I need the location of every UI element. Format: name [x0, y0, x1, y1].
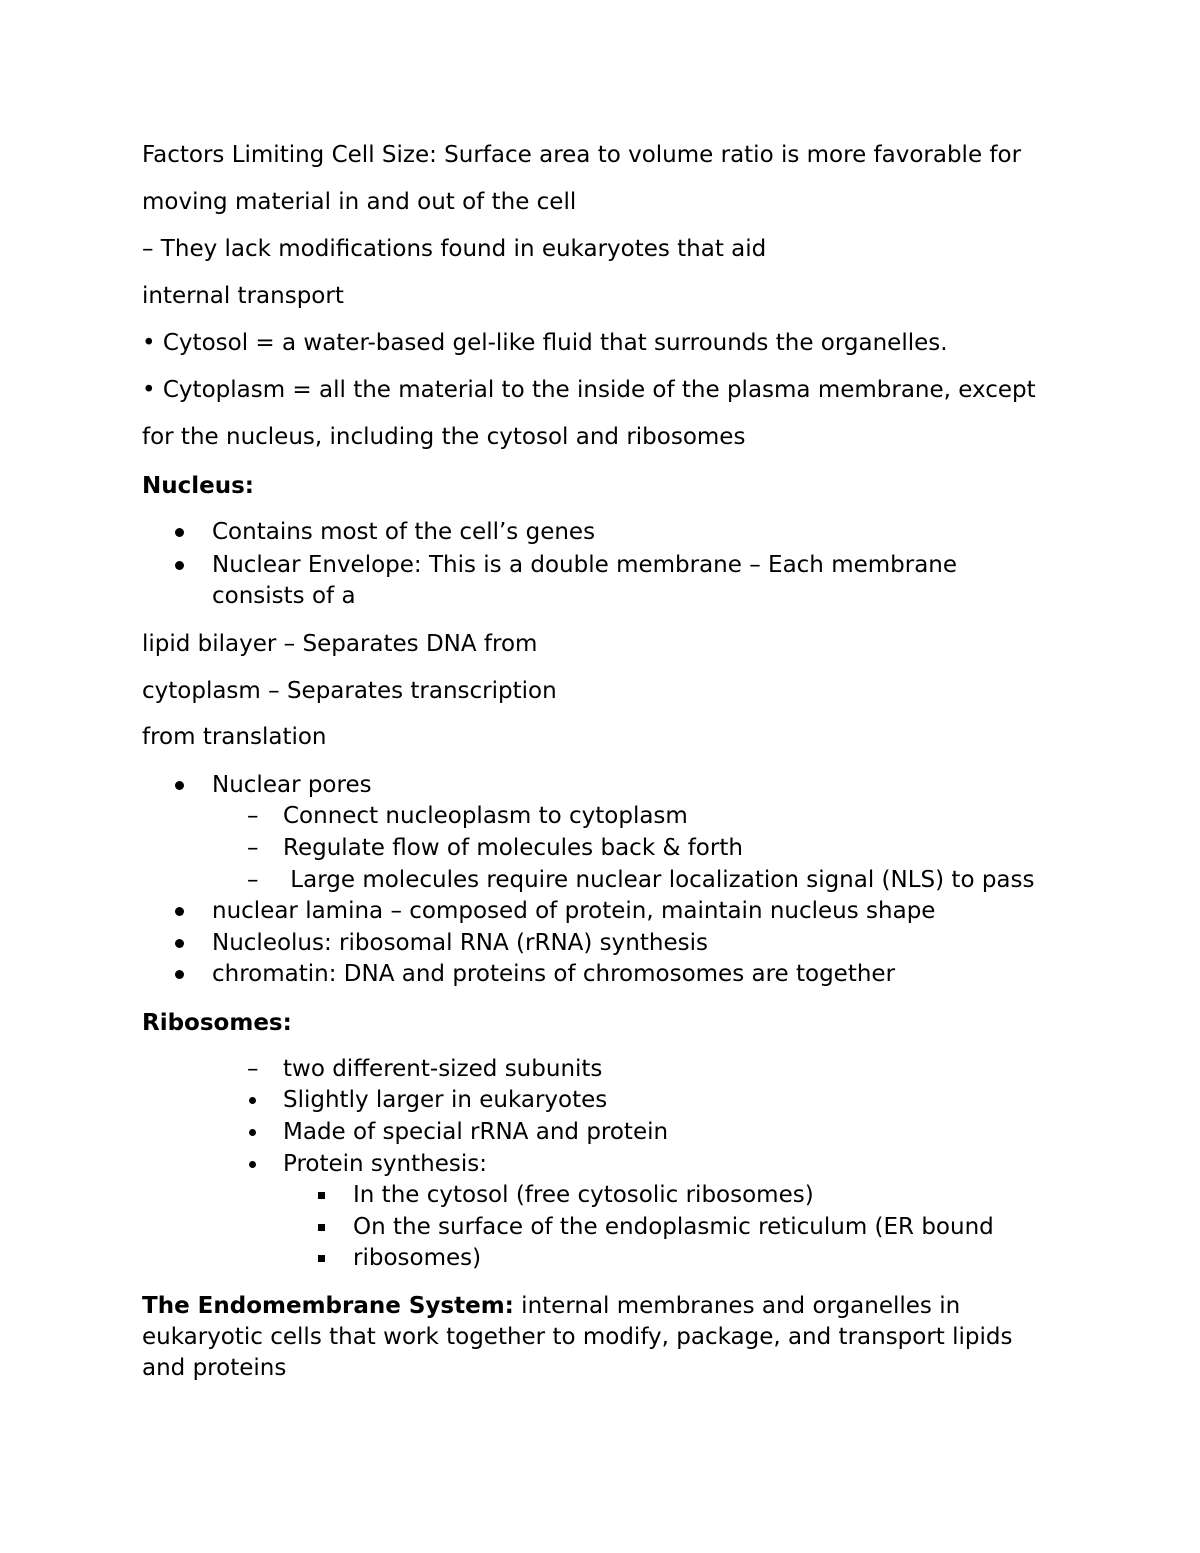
bullet-dot-icon: [175, 550, 184, 580]
bullet-dot-icon: [249, 1117, 256, 1147]
ribosomes-heading: Ribosomes:: [142, 1010, 292, 1036]
bullet-dot-icon: [249, 1149, 256, 1179]
sub-list-item: In the cytosol (free cytosolic ribosomes): [353, 1182, 814, 1208]
dash-marker: –: [247, 1056, 259, 1082]
nucleus-heading: Nucleus:: [142, 473, 255, 499]
bullet-dot-icon: [175, 770, 184, 800]
sub-list-item: On the surface of the endoplasmic reticulum (ER bound: [353, 1214, 994, 1240]
intro-line: – They lack modifications found in eukaryotes that aid: [142, 236, 767, 262]
bullet-dot-icon: [175, 928, 184, 958]
list-item: Nuclear pores: [212, 772, 372, 798]
endomembrane-line: eukaryotic cells that work together to modify, package, and transport lipids: [142, 1324, 1013, 1350]
list-item: nuclear lamina – composed of protein, maintain nucleus shape: [212, 898, 936, 924]
list-item: chromatin: DNA and proteins of chromosomes are together: [212, 961, 896, 987]
endomembrane-line: [142, 1291, 960, 1321]
endomembrane-heading: The Endomembrane System:: [142, 1293, 514, 1319]
intro-line: moving material in and out of the cell: [142, 189, 577, 215]
dash-marker: –: [247, 803, 259, 829]
intro-line: • Cytosol = a water-based gel-like fluid that surrounds the organelles.: [142, 330, 948, 356]
list-item: Nucleolus: ribosomal RNA (rRNA) synthesis: [212, 930, 708, 956]
list-item: Contains most of the cell’s genes: [212, 519, 596, 545]
list-item: Slightly larger in eukaryotes: [283, 1087, 608, 1113]
bullet-dot-icon: [175, 517, 184, 547]
list-item-continuation: consists of a: [212, 583, 356, 609]
sub-list-item: Large molecules require nuclear localization signal (NLS) to pass: [283, 867, 1035, 893]
paragraph-line: lipid bilayer – Separates DNA from: [142, 631, 538, 657]
intro-line: internal transport: [142, 283, 344, 309]
intro-line: for the nucleus, including the cytosol and ribosomes: [142, 424, 746, 450]
sub-list-item: Regulate flow of molecules back & forth: [283, 835, 743, 861]
list-item: Made of special rRNA and protein: [283, 1119, 669, 1145]
bullet-dot-icon: [175, 959, 184, 989]
bullet-dot-icon: [175, 896, 184, 926]
intro-line: Factors Limiting Cell Size: Surface area to volume ratio is more favorable for: [142, 142, 1022, 168]
sub-list-item: Connect nucleoplasm to cytoplasm: [283, 803, 688, 829]
endomembrane-text: internal membranes and organelles in: [513, 1293, 961, 1319]
dash-marker: –: [247, 867, 259, 893]
list-item: two different-sized subunits: [283, 1056, 603, 1082]
sub-list-item: ribosomes): [353, 1245, 482, 1271]
paragraph-line: cytoplasm – Separates transcription: [142, 678, 557, 704]
bullet-square-icon: [318, 1180, 325, 1210]
list-item: Protein synthesis:: [283, 1151, 487, 1177]
bullet-square-icon: [318, 1212, 325, 1242]
paragraph-line: from translation: [142, 724, 327, 750]
endomembrane-line: and proteins: [142, 1355, 287, 1381]
bullet-square-icon: [318, 1243, 325, 1273]
bullet-dot-icon: [249, 1085, 256, 1115]
dash-marker: –: [247, 835, 259, 861]
intro-line: • Cytoplasm = all the material to the inside of the plasma membrane, except: [142, 377, 1036, 403]
list-item: Nuclear Envelope: This is a double membrane – Each membrane: [212, 552, 958, 578]
